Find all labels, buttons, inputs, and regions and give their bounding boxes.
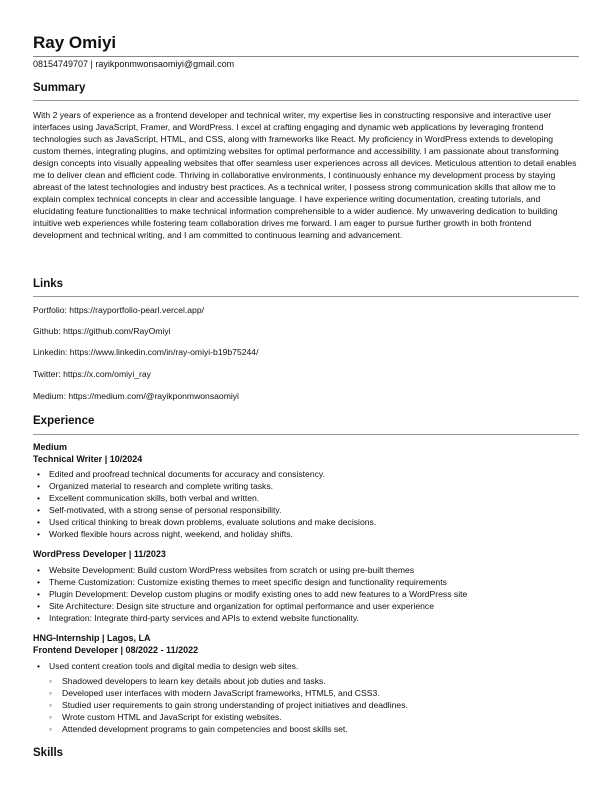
skills-heading: Skills <box>33 747 64 759</box>
list-item: • Integration: Integrate third-party services and APIs to extend website functionality. <box>33 612 579 624</box>
link-portfolio[interactable]: Portfolio: https://rayportfolio-pearl.vercel.app/ <box>33 305 205 315</box>
list-item: ◦ Shadowed developers to learn key details about job duties and tasks. <box>33 675 579 687</box>
list-item: ◦ Studied user requirements to gain strong understanding of project initiatives and deadlines. <box>33 699 579 711</box>
summary-text: With 2 years of experience as a frontend developer and technical writer, my expertise lies in constructing responsive and interactive user interfaces using JavaScript, Framer, and WordPress. I excel at crafting engaging and dynamic web applications by leveraging frontend technologies such as JavaScript, HTML, and CSS, along with frameworks like React. My proficiency in WordPress extends to developing custom themes, integrating plugins, and optimizing websites for optimal performance and accessibility. I am passionate about transforming design concepts into visually appealing websites that offer seamless user experiences across all devices. Meticulous attention to detail enables me to deliver clean and efficient code. Thriving in collaborative environments, I continuously enhance my development process by staying abreast of the latest technologies and industry best practices. As a technical writer, I possess strong communication skills that allow me to explain complex technical concepts in clear and accessible language. I have experience writing documentation, creating tutorials, and elucidating feature functionalities to make technical information comprehensible to a wider audience. My unwavering dedication to building intuitive web experiences while fostering team collaboration drives me forward. I am eager to pursue further growth in both frontend development and technical writing, and I am committed to continuous learning and advancement. <box>33 110 577 240</box>
list-item: • Website Development: Build custom WordPress websites from scratch or using pre-built themes <box>33 564 579 576</box>
candidate-name: Ray Omiyi <box>33 33 117 52</box>
contact-line: 08154749707 | rayikponmwonsaomiyi@gmail.com <box>33 59 235 69</box>
experience-heading: Experience <box>33 415 95 427</box>
list-item: • Organized material to research and complete writing tasks. <box>33 480 579 492</box>
link-github[interactable]: Github: https://github.com/RayOmiyi <box>33 326 171 336</box>
link-twitter[interactable]: Twitter: https://x.com/omiyi_ray <box>33 369 151 379</box>
list-item: ◦ Developed user interfaces with modern JavaScript frameworks, HTML5, and CSS3. <box>33 687 579 699</box>
list-item: • Theme Customization: Customize existing themes to meet specific design and functionality requirements <box>33 576 579 588</box>
list-item: • Used critical thinking to break down problems, evaluate solutions and make decisions. <box>33 516 579 528</box>
link-medium[interactable]: Medium: https://medium.com/@rayikponmwonsaomiyi <box>33 391 239 401</box>
list-item: ◦ Attended development programs to gain competencies and boost skills set. <box>33 723 579 735</box>
list-item: ◦ Wrote custom HTML and JavaScript for existing websites. <box>33 711 579 723</box>
links-heading: Links <box>33 278 64 290</box>
links-divider <box>33 296 579 297</box>
job-bullet-list <box>33 660 579 672</box>
list-item: • Excellent communication skills, both verbal and written. <box>33 492 579 504</box>
job-bullet-list <box>33 468 579 540</box>
job-company: Medium <box>33 442 68 452</box>
link-linkedin[interactable]: Linkedin: https://www.linkedin.com/in/ray-omiyi-b19b75244/ <box>33 347 259 357</box>
job-company: HNG-Internship | Lagos, LA <box>33 633 151 643</box>
header-divider <box>33 56 579 57</box>
experience-divider <box>33 434 579 435</box>
summary-divider <box>33 100 579 101</box>
list-item: • Used content creation tools and digital media to design web sites. <box>33 660 579 672</box>
list-item: • Worked flexible hours across night, weekend, and holiday shifts. <box>33 528 579 540</box>
job-role: WordPress Developer | 11/2023 <box>33 549 166 559</box>
list-item: • Self-motivated, with a strong sense of personal responsibility. <box>33 504 579 516</box>
job-sub-bullet-list <box>33 675 579 735</box>
list-item: • Edited and proofread technical documents for accuracy and consistency. <box>33 468 579 480</box>
job-role: Frontend Developer | 08/2022 - 11/2022 <box>33 645 199 655</box>
list-item: • Plugin Development: Develop custom plugins or modify existing ones to add new features to a WordPress site <box>33 588 579 600</box>
list-item: • Site Architecture: Design site structure and organization for optimal performance and user experience <box>33 600 579 612</box>
job-role: Technical Writer | 10/2024 <box>33 454 143 464</box>
summary-heading: Summary <box>33 82 86 94</box>
job-bullet-list <box>33 564 579 624</box>
